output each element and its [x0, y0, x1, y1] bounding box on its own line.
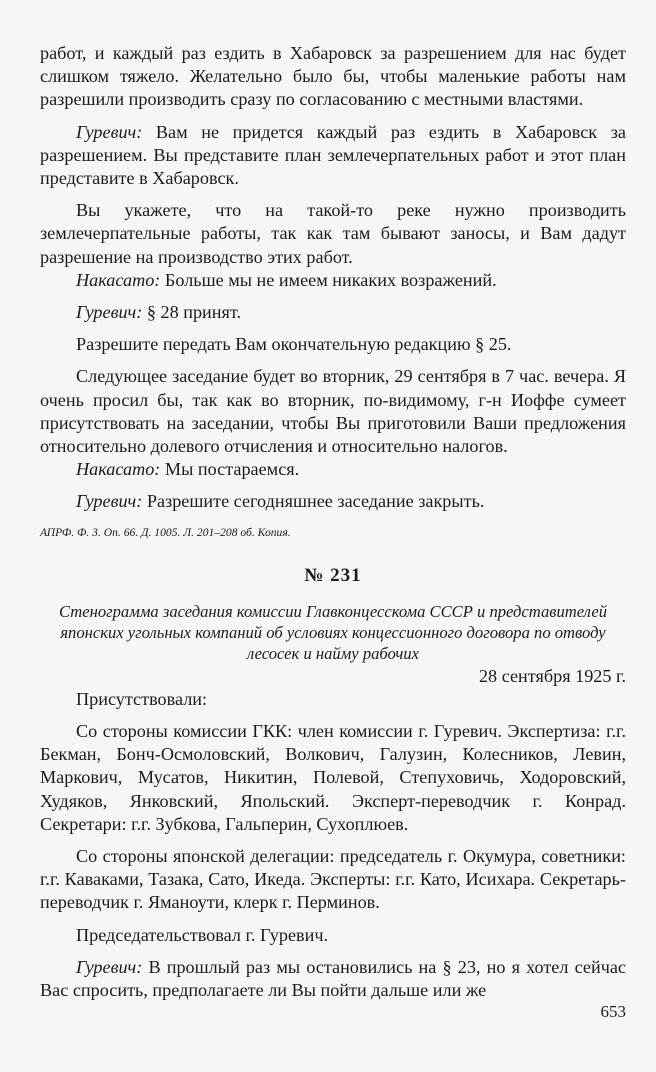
speech-paragraph	[40, 121, 626, 191]
speech-paragraph	[40, 301, 626, 324]
speech-paragraph	[40, 458, 626, 481]
present-label: Присутствовали:	[76, 688, 208, 709]
speech-text: Вам не придется каждый раз ездить в Хабаровск за разрешением. Вы представите план землечерпательных работ и этот план представите в Хабаровск.	[40, 121, 626, 189]
paragraph: Следующее заседание будет во вторник, 29 сентября в 7 час. вечера. Я очень просил бы, так как во вторник, по-видимому, г-н Иоффе сумеет присутствовать на заседании, чтобы Вы приготовили Ваши предложения относительно долевого отчисления и относительно налогов.	[40, 366, 626, 457]
document-number: № 231	[304, 564, 362, 586]
document-date: 28 сентября 1925 г.	[478, 665, 626, 686]
paragraph: Со стороны японской делегации: председатель г. Окумура, советники: г.г. Каваками, Тазака, Сато, Икеда. Эксперты: г.г. Като, Исихара. Секретарь-переводчик г. Яманоути, клерк г. Перминов.	[40, 846, 626, 913]
speech-text: В прошлый раз мы остановились на § 23, но я хотел сейчас Вас спросить, предполагаете ли Вы пойти дальше или же	[40, 956, 626, 1001]
speech-text: Разрешите сегодняшнее заседание закрыть.	[142, 491, 485, 512]
speaker-name: Гуревич:	[76, 491, 143, 512]
speaker-name: Накасато:	[76, 459, 161, 480]
speech-paragraph	[40, 956, 626, 1002]
speaker-name: Гуревич:	[76, 121, 143, 142]
paragraph: работ, и каждый раз ездить в Хабаровск за разрешением для нас будет слишком тяжело. Желательно было бы, чтобы маленькие работы нам разрешили производить сразу по согласованию с местными властями.	[40, 43, 626, 110]
document-title: Стенограмма заседания комиссии Главконцесскома СССР и представителей японских угольных компаний об условиях концессионного договора по отводу лесосек и найму рабочих	[58, 601, 607, 663]
paragraph: Со стороны комиссии ГКК: член комиссии г. Гуревич. Экспертиза: г.г. Бекман, Бонч-Осмоловский, Волкович, Галузин, Колесников, Левин, Маркович, Мусатов, Никитин, Полевой, Степуховичь, Ходоровский, Худяков, Янковский, Япольский. Эксперт-переводчик г. Конрад. Секретари: г.г. Зубкова, Гальперин, Сухоплюев.	[40, 721, 626, 834]
paragraph: Председательствовал г. Гуревич.	[76, 924, 329, 945]
speech-paragraph	[40, 269, 626, 292]
page-number: 653	[600, 1002, 626, 1021]
paragraph: Вы укажете, что на такой-то реке нужно производить землечерпательные работы, так как там бывают заносы, и Вам дадут разрешение на производство этих работ.	[40, 200, 626, 267]
speech-text: § 28 принят.	[142, 302, 242, 323]
speech-text: Больше мы не имеем никаких возражений.	[160, 269, 497, 290]
speech-text: Мы постараемся.	[160, 459, 300, 480]
paragraph: Разрешите передать Вам окончательную редакцию § 25.	[76, 334, 512, 355]
speaker-name: Гуревич:	[76, 956, 143, 977]
speech-paragraph	[40, 490, 626, 513]
archive-source-note: АПРФ. Ф. 3. Оп. 66. Д. 1005. Л. 201–208 об. Копия.	[40, 525, 291, 539]
speaker-name: Гуревич:	[76, 302, 143, 323]
speaker-name: Накасато:	[76, 269, 161, 290]
document-page	[40, 42, 626, 1002]
